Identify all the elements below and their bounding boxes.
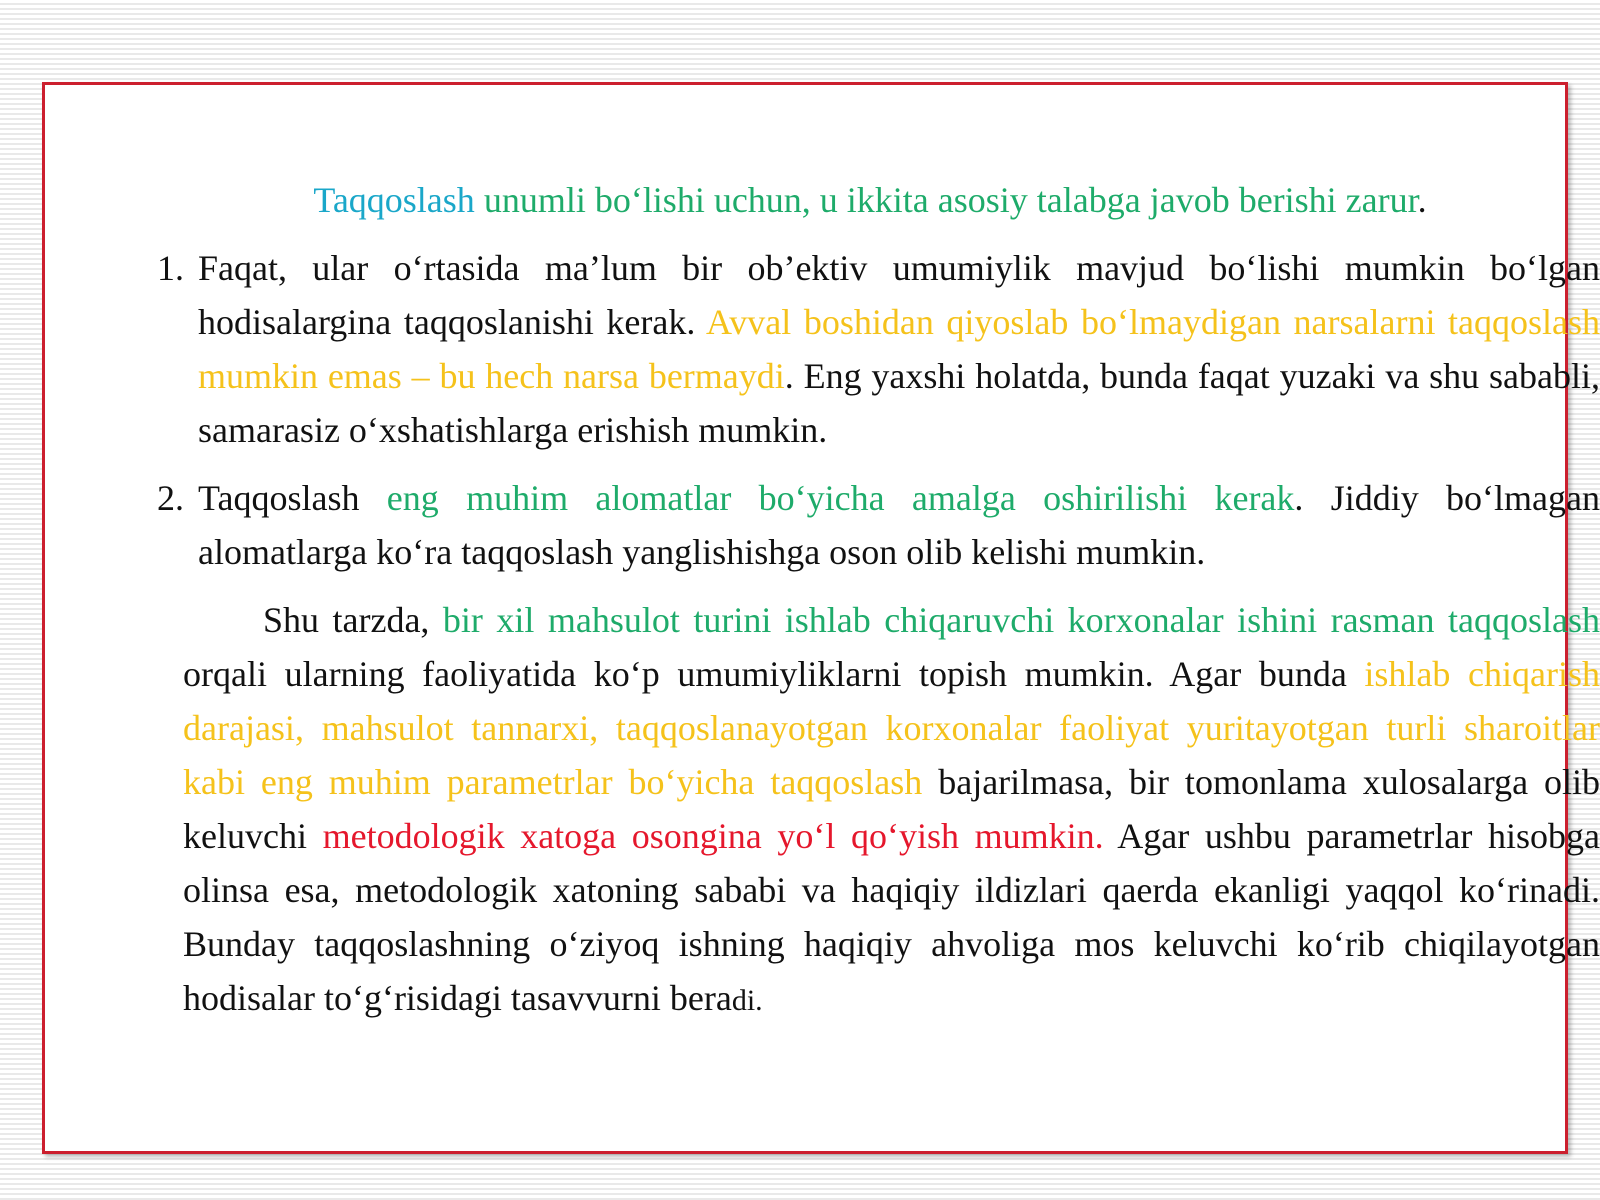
- list-item: [140, 471, 1600, 579]
- list-item-text: Faqat, ular o‘rtasida ma’lum bir ob’ektiv umumiylik mavjud bo‘lishi mumkin bo‘lgan hodisalargina taqqoslanishi kerak.: [198, 248, 1600, 342]
- requirements-list: [140, 241, 1600, 579]
- intro-period: .: [1417, 180, 1427, 220]
- closing-yellow-highlight: ishlab chiqarish darajasi, mahsulot tannarxi, taqqoslanayotgan korxonalar faoliyat yuritayotgan turli sharoitlar kabi eng muhim parametrlar bo‘yicha taqqoslash: [183, 654, 1600, 802]
- list-item-text-end: . Eng yaxshi holatda, bunda faqat yuzaki va shu sababli, samarasiz o‘xshatishlarga erishish mumkin.: [198, 356, 1600, 450]
- closing-text-continue: bajarilmasa, bir tomonlama xulosalarga olib keluvchi: [183, 762, 1600, 856]
- closing-red-highlight: metodologik xatoga osongina yo‘l qo‘yish mumkin.: [322, 816, 1104, 856]
- closing-green-highlight: bir xil mahsulot turini ishlab chiqaruvchi korxonalar ishini rasman taqqoslash: [442, 600, 1600, 640]
- list-item-number: 1.: [157, 248, 184, 288]
- closing-text-tail: di.: [731, 984, 763, 1017]
- slide-content: [140, 173, 1600, 1028]
- list-item-highlight: eng muhim alomatlar bo‘yicha amalga oshirilishi kerak: [386, 478, 1295, 518]
- closing-text-end: Agar ushbu parametrlar hisobga olinsa esa, metodologik xatoning sababi va haqiqiy ildizlari qaerda ekanligi yaqqol ko‘rinadi. Bunday taqqoslashning o‘ziyoq ishning haqiqiy ahvoliga mos keluvchi ko‘rib chiqilayotgan hodisalar to‘g‘risidagi tasavvurni bera: [183, 816, 1600, 1018]
- closing-paragraph: [140, 593, 1600, 1028]
- list-item: [140, 241, 1600, 457]
- intro-keyword: Taqqoslash: [313, 180, 475, 220]
- list-item-text: Taqqoslash: [198, 478, 387, 518]
- intro-requirement-text: unumli bo‘lishi uchun, u ikkita asosiy talabga javob berishi zarur: [474, 180, 1418, 220]
- list-item-number: 2.: [157, 478, 184, 518]
- closing-text-start: Shu tarzda,: [263, 600, 443, 640]
- closing-text-middle: orqali ularning faoliyatida ko‘p umumiyliklarni topish mumkin. Agar bunda: [183, 654, 1365, 694]
- list-item-highlight: Avval boshidan qiyoslab bo‘lmaydigan narsalarni taqqoslash mumkin emas – bu hech narsa bermaydi: [198, 302, 1600, 396]
- intro-paragraph: [140, 173, 1600, 227]
- slide-frame: [42, 82, 1600, 1154]
- list-item-text-end: . Jiddiy bo‘lmagan alomatlarga ko‘ra taqqoslash yanglishishga oson olib kelishi mumkin.: [198, 478, 1600, 572]
